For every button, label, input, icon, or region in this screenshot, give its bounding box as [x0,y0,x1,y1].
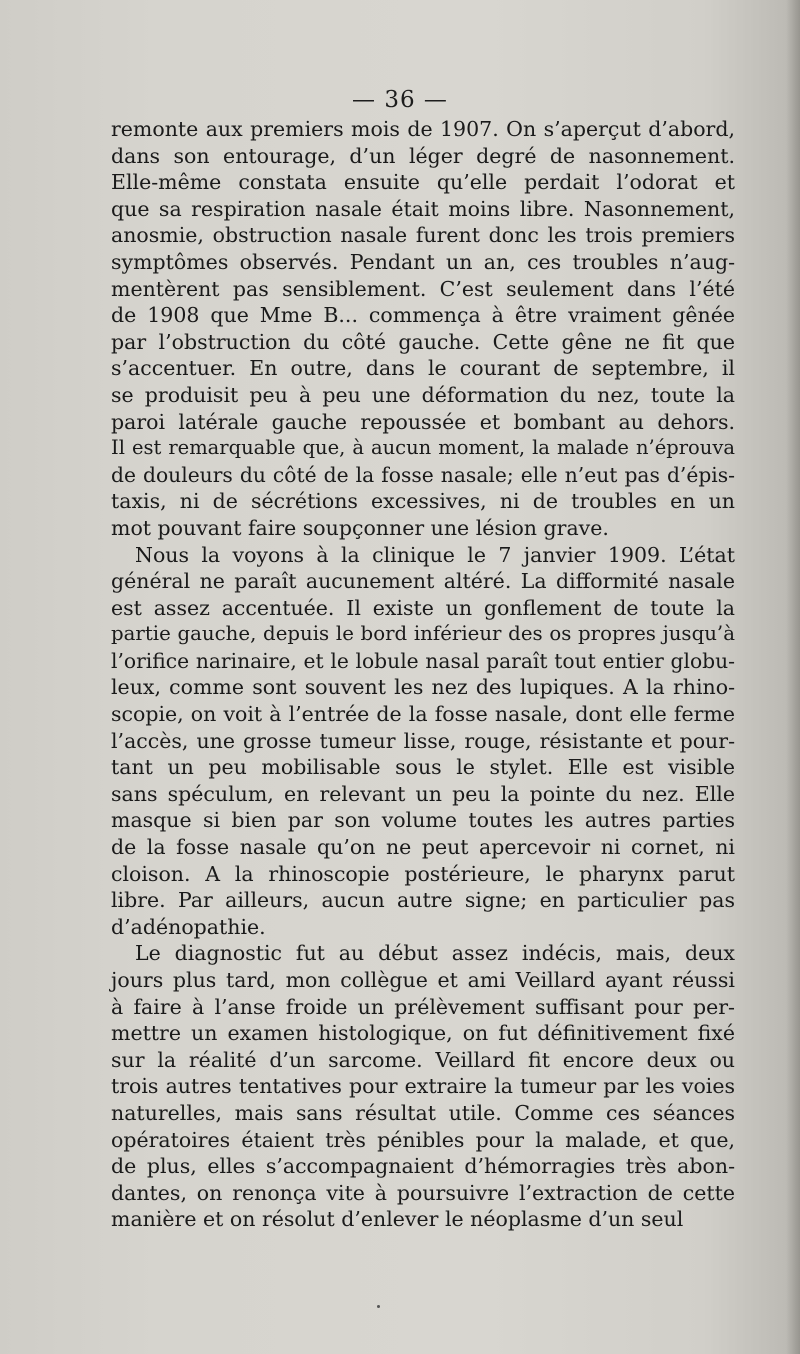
text-line: mentèrent pas sensiblement. C’est seulement dans l’été [111,276,735,301]
body-text [111,116,735,1233]
text-line: que sa respiration nasale était moins libre. Nasonnement, [111,196,735,221]
text-line: anosmie, obstruction nasale furent donc les trois premiers [111,223,735,248]
text-line: partie gauche, depuis le bord inférieur des os propres jusqu’à [111,622,735,646]
text-line: paroi latérale gauche repoussée et bombant au dehors. [111,409,735,434]
scan-speck [377,1305,380,1308]
text-line: dans son entourage, d’un léger degré de nasonnement. [111,143,735,168]
text-line: manière et on résolut d’enlever le néoplasme d’un seul [111,1207,684,1232]
text-line: naturelles, mais sans résultat utile. Comme ces séances [111,1100,735,1125]
text-line: Il est remarquable que, à aucun moment, la malade n’éprouva [111,436,735,460]
text-line: de la fosse nasale qu’on ne peut apercevoir ni cornet, ni [111,835,735,860]
text-line: leux, comme sont souvent les nez des lupiques. A la rhino- [111,675,735,700]
text-line: de 1908 que Mme B... commença à être vraiment gênée [111,303,735,328]
text-line: de plus, elles s’accompagnaient d’hémorragies très abon- [111,1154,735,1179]
text-line: à faire à l’anse froide un prélèvement suffisant pour per- [111,994,735,1019]
text-line: s’accentuer. En outre, dans le courant de septembre, il [111,356,735,381]
text-line: l’accès, une grosse tumeur lisse, rouge, résistante et pour- [111,728,735,753]
text-line: sans spéculum, en relevant un peu la pointe du nez. Elle [111,781,735,806]
text-line: par l’obstruction du côté gauche. Cette gêne ne fit que [111,329,735,354]
text-line: libre. Par ailleurs, aucun autre signe; en particulier pas [111,888,735,913]
text-line: cloison. A la rhinoscopie postérieure, le pharynx parut [111,861,735,886]
text-line: taxis, ni de sécrétions excessives, ni de troubles en un [111,489,735,514]
text-line: général ne paraît aucunement altéré. La difformité nasale [111,569,735,594]
paragraph-start-line: Nous la voyons à la clinique le 7 janvier 1909. L’état [135,542,735,567]
text-line: symptômes observés. Pendant un an, ces troubles n’aug- [111,249,735,274]
paragraph-end-line: mot pouvant faire soupçonner une lésion grave. [111,515,609,540]
paragraph-end-line: d’adénopathie. [111,914,266,939]
text-line: remonte aux premiers mois de 1907. On s’aperçut d’abord, [111,117,735,141]
text-line: Elle-même constata ensuite qu’elle perdait l’odorat et [111,170,735,195]
text-line: est assez accentuée. Il existe un gonflement de toute la [111,595,735,620]
text-line: trois autres tentatives pour extraire la tumeur par les voies [111,1074,735,1099]
text-line: se produisit peu à peu une déformation du nez, toute la [111,382,735,407]
text-line: masque si bien par son volume toutes les autres parties [111,808,735,833]
text-line: sur la réalité d’un sarcome. Veillard fit encore deux ou [111,1047,735,1072]
page-edge-shadow [786,0,800,1354]
paragraph-start-line: Le diagnostic fut au début assez indécis, mais, deux [135,941,735,966]
page-number: — 36 — [352,87,448,113]
text-line: l’orifice narinaire, et le lobule nasal paraît tout entier globu- [111,648,735,673]
text-line: scopie, on voit à l’entrée de la fosse nasale, dont elle ferme [111,702,735,727]
text-line: jours plus tard, mon collègue et ami Veillard ayant réussi [111,968,735,992]
text-line: dantes, on renonça vite à poursuivre l’extraction de cette [111,1180,735,1205]
text-line: mettre un examen histologique, on fut définitivement fixé [111,1021,735,1046]
text-line: tant un peu mobilisable sous le stylet. Elle est visible [111,755,735,780]
text-line: opératoires étaient très pénibles pour la malade, et que, [111,1127,735,1152]
text-line: de douleurs du côté de la fosse nasale; elle n’eut pas d’épis- [111,462,735,487]
